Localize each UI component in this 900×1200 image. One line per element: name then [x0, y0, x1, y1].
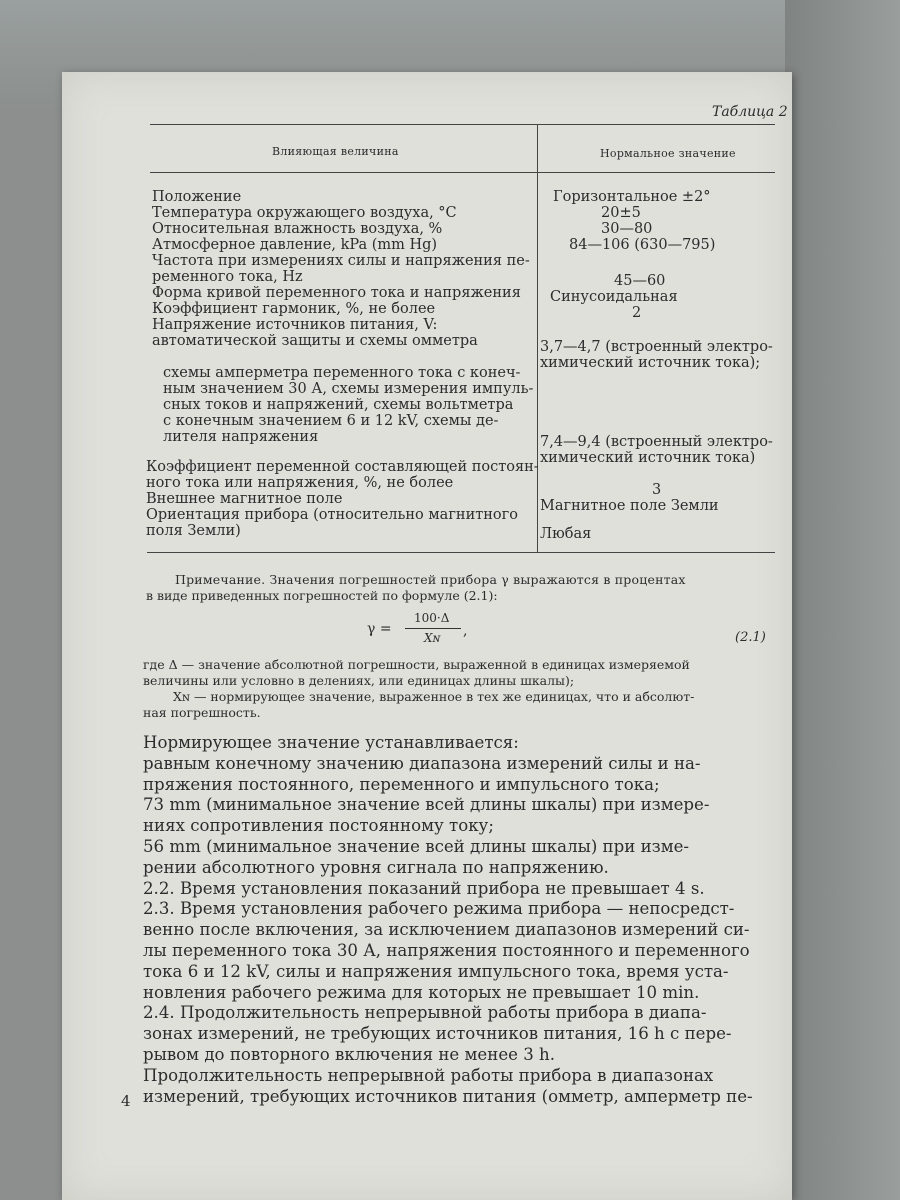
right-cell-group: [540, 482, 719, 514]
text-line: рывом до повторного включения не менее 3 h.: [143, 1044, 556, 1064]
text-line: поля Земли): [146, 523, 241, 539]
note-line: где Δ — значение абсолютной погрешности, выраженной в единицах измеряемой: [143, 657, 690, 672]
right-cell-group: [540, 434, 773, 466]
text-line: Внешнее магнитное поле: [146, 491, 343, 507]
text-line: 2.3. Время установления рабочего режима прибора — непосредст-: [143, 899, 735, 919]
text-line: химический источник тока): [540, 450, 756, 466]
text-line: сных токов и напряжений, схемы вольтметра: [163, 397, 514, 413]
text-line: ременного тока, Hz: [152, 269, 303, 285]
right-cell-group: [553, 189, 715, 253]
text-line: 2: [632, 305, 642, 321]
text-line: 56 mm (минимальное значение всей длины шкалы) при изме-: [143, 836, 690, 856]
table-title: Таблица 2: [712, 104, 788, 120]
text-line: Продолжительность непрерывной работы прибора в диапазонах: [143, 1065, 714, 1085]
text-line: ным значением 30 А, схемы измерения импуль-: [163, 381, 534, 397]
text-line: Частота при измерениях силы и напряжения пе-: [152, 253, 530, 269]
text-line: Положение: [152, 189, 242, 205]
text-line: ного тока или напряжения, %, не более: [146, 475, 454, 491]
header-rule: [150, 172, 775, 173]
text-line: с конечным значением 6 и 12 kV, схемы де-: [163, 413, 499, 429]
fraction-bar: [405, 628, 461, 629]
formula-lhs: γ =: [367, 621, 392, 637]
text-line: схемы амперметра переменного тока с конеч-: [163, 365, 521, 381]
text-line: лителя напряжения: [163, 429, 319, 445]
background-right: [785, 0, 900, 1200]
text-line: автоматической защиты и схемы омметра: [152, 333, 478, 349]
text-line: 73 mm (минимальное значение всей длины шкалы) при измере-: [143, 795, 710, 815]
text-line: пряжения постоянного, переменного и импульсного тока;: [143, 774, 660, 794]
formula-number: (2.1): [735, 630, 766, 645]
formula-comma: ,: [463, 623, 468, 639]
left-cell-group: [163, 365, 533, 445]
col1-header: Влияющая величина: [272, 145, 399, 158]
formula-numerator: 100·Δ: [414, 611, 450, 625]
right-cell-group: [540, 526, 591, 542]
text-line: Синусоидальная: [550, 289, 678, 305]
formula-denominator: Xɴ: [424, 631, 441, 645]
right-cell-group: [614, 273, 665, 289]
text-line: Магнитное поле Земли: [540, 498, 719, 514]
text-line: 3,7—4,7 (встроенный электро-: [540, 339, 773, 355]
text-line: 3: [652, 482, 662, 498]
text-line: тока 6 и 12 kV, силы и напряжения импульсного тока, время уста-: [143, 961, 729, 981]
text-line: венно после включения, за исключением диапазонов измерений си-: [143, 920, 750, 940]
table-top-rule: [150, 124, 775, 125]
text-line: Любая: [540, 526, 592, 542]
text-line: 7,4—9,4 (встроенный электро-: [540, 434, 773, 450]
right-cell-group: [540, 339, 773, 371]
note-line: ная погрешность.: [143, 705, 261, 720]
text-line: химический источник тока);: [540, 355, 761, 371]
text-line: 30—80: [601, 221, 653, 237]
note-line: величины или условно в делениях, или единицах длины шкалы);: [143, 673, 575, 688]
text-line: лы переменного тока 30 А, напряжения постоянного и переменного: [143, 940, 750, 960]
right-cell-group: [550, 289, 678, 321]
text-line: 45—60: [614, 273, 666, 289]
text-line: 2.4. Продолжительность непрерывной работы прибора в диапа-: [143, 1003, 707, 1023]
text-line: новления рабочего режима для которых не превышает 10 min.: [143, 982, 700, 1002]
left-cell-group: [152, 189, 530, 349]
note-line: Примечание. Значения погрешностей прибора γ выражаются в процентах: [175, 572, 686, 587]
col2-header: Нормальное значение: [600, 147, 736, 160]
page-number: 4: [121, 1092, 131, 1110]
note-line: в виде приведенных погрешностей по формуле (2.1):: [146, 588, 498, 603]
text-line: 2.2. Время установления показаний прибора не превышает 4 s.: [143, 878, 705, 898]
left-cell-group: [146, 459, 539, 539]
text-line: рении абсолютного уровня сигнала по напряжению.: [143, 857, 609, 877]
body-text: [143, 733, 753, 1107]
text-line: Напряжение источников питания, V:: [152, 317, 438, 333]
text-line: 20±5: [601, 205, 641, 221]
text-line: зонах измерений, не требующих источников питания, 16 h с пере-: [143, 1024, 732, 1044]
text-line: Ориентация прибора (относительно магнитного: [146, 507, 518, 523]
text-line: Относительная влажность воздуха, %: [152, 221, 443, 237]
text-line: измерений, требующих источников питания (омметр, амперметр пе-: [143, 1086, 753, 1106]
text-line: Горизонтальное ±2°: [553, 189, 711, 205]
text-line: равным конечному значению диапазона измерений силы и на-: [143, 753, 701, 773]
text-line: Температура окружающего воздуха, °C: [152, 205, 457, 221]
text-line: ниях сопротивления постоянному току;: [143, 816, 494, 836]
text-line: Форма кривой переменного тока и напряжения: [152, 285, 521, 301]
table-bottom-rule: [147, 552, 775, 553]
note-line: Xɴ — нормирующее значение, выраженное в тех же единицах, что и абсолют-: [173, 689, 695, 704]
text-line: Атмосферное давление, kPa (mm Hg): [152, 237, 438, 253]
text-line: 84—106 (630—795): [569, 237, 716, 253]
text-line: Нормирующее значение устанавливается:: [143, 733, 519, 752]
text-line: Коэффициент переменной составляющей постоян-: [146, 459, 539, 475]
text-line: Коэффициент гармоник, %, не более: [152, 301, 436, 317]
